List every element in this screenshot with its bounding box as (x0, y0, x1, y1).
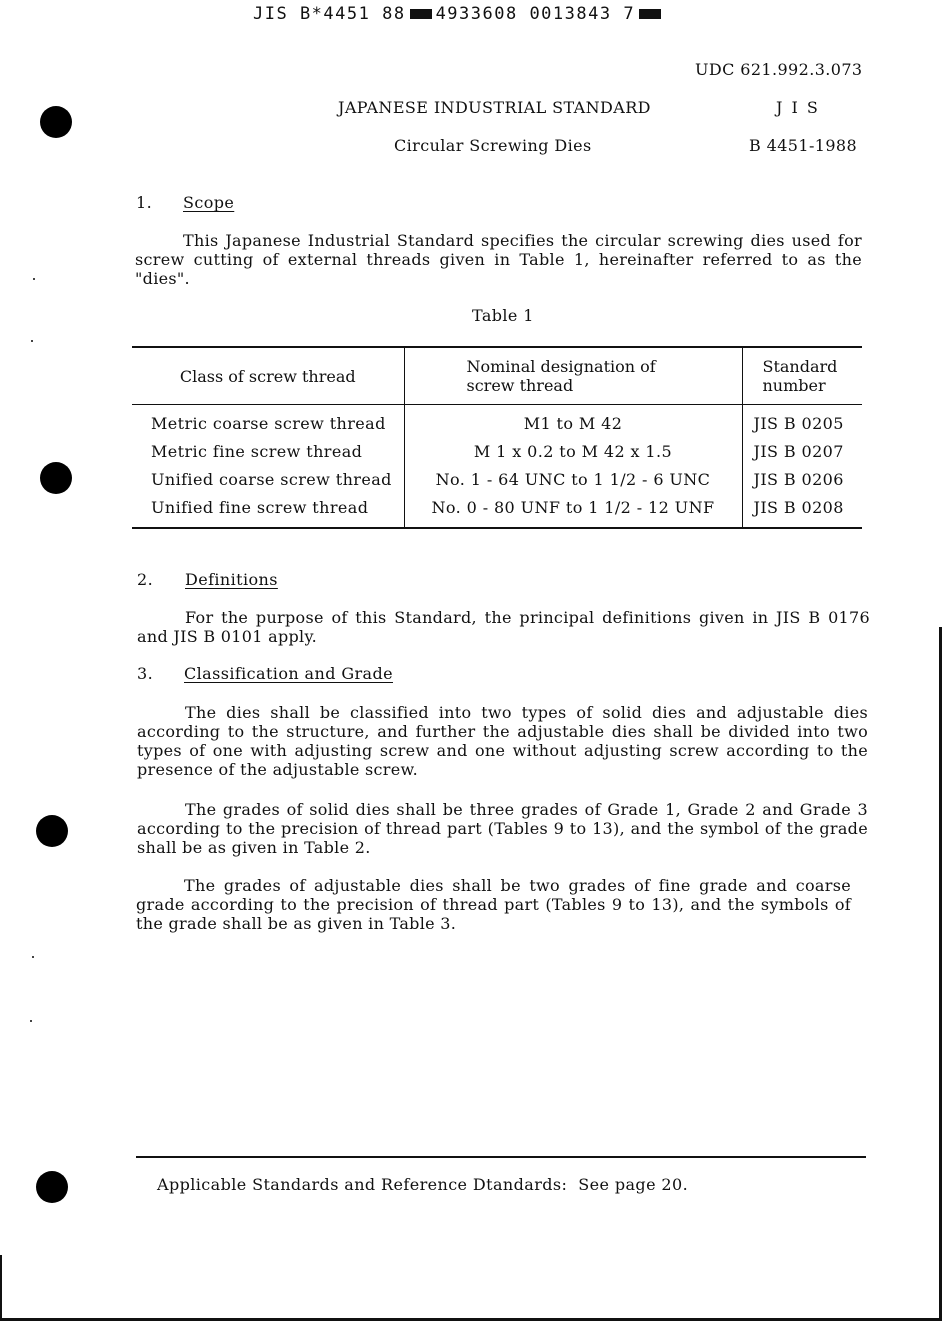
section-title: Classification and Grade (184, 664, 393, 683)
table-row (132, 405, 862, 438)
table-cell: JIS B 0206 (742, 466, 862, 494)
table-cell: No. 1 - 64 UNC to 1 1/2 - 6 UNC (404, 466, 742, 494)
table-cell: JIS B 0208 (742, 494, 862, 528)
table-header-text: Nominal designation of (466, 357, 656, 376)
table-row (132, 466, 862, 494)
section-title: Definitions (185, 570, 278, 589)
table-header-cell (404, 347, 742, 405)
scan-border-right (939, 627, 942, 1321)
table-cell: No. 0 - 80 UNF to 1 1/2 - 12 UNF (404, 494, 742, 528)
table-cell: M 1 x 0.2 to M 42 x 1.5 (404, 438, 742, 466)
scope-paragraph: This Japanese Industrial Standard specifies the circular screwing dies used for screw cutting of external threads given in Table 1, hereinafter referred to as the "dies". (135, 231, 862, 288)
footnote-ref: See page 20. (578, 1175, 689, 1194)
header-code-part1: JIS B*4451 88 (253, 4, 406, 24)
scan-speck (30, 1020, 32, 1022)
definitions-paragraph: For the purpose of this Standard, the principal definitions given in JIS B 0176 and JIS B 0101 apply. (137, 608, 870, 646)
table-header-cell (742, 347, 862, 405)
section-number: 1. (136, 193, 153, 212)
section-number: 2. (137, 570, 154, 589)
table-caption: Table 1 (472, 306, 534, 325)
scan-speck (32, 956, 34, 958)
barcode-block (639, 9, 661, 19)
udc-code: UDC 621.992.3.073 (695, 60, 863, 79)
table-cell: JIS B 0205 (742, 405, 862, 438)
punch-hole (40, 462, 72, 494)
standard-org: JAPANESE INDUSTRIAL STANDARD (338, 98, 651, 117)
jis-mark: J I S (776, 98, 820, 117)
barcode-block (410, 9, 432, 19)
table-header-cell (132, 347, 404, 405)
scan-border-left (0, 1255, 2, 1321)
table-header-row (132, 347, 862, 405)
table-header-text: Class of screw thread (179, 366, 356, 386)
table-cell: Metric fine screw thread (151, 442, 363, 461)
punch-hole (40, 106, 72, 138)
table-cell: Unified fine screw thread (132, 494, 404, 528)
punch-hole (36, 815, 68, 847)
doc-number: B 4451-1988 (749, 136, 858, 155)
table-cell: Metric coarse screw thread (151, 413, 386, 433)
classification-paragraph: The dies shall be classified into two types of solid dies and adjustable dies according to the structure, and further the adjustable dies shall be divided into two types of one with adjusting screw and one without adjusting screw according to the presence of the adjustable screw. (137, 703, 868, 779)
table-row (132, 438, 862, 466)
header-code (253, 4, 665, 24)
footnote-label: Applicable Standards and Reference Dtandards: (157, 1175, 568, 1194)
footnote (157, 1175, 688, 1194)
table-header-text: Standard (762, 357, 838, 376)
table-1 (132, 346, 862, 529)
header-code-part2: 4933608 0013843 7 (435, 4, 636, 24)
section-number: 3. (137, 664, 154, 683)
table-cell: JIS B 0207 (742, 438, 862, 466)
table-header-text: screw thread (466, 376, 574, 395)
scan-speck (33, 278, 35, 280)
table-cell: Unified coarse screw thread (151, 470, 392, 489)
table-cell: M1 to M 42 (404, 405, 742, 438)
solid-dies-grade-paragraph: The grades of solid dies shall be three grades of Grade 1, Grade 2 and Grade 3 according to the precision of thread part (Tables 9 to 13), and the symbol of the grade shall be as given in Table 2. (137, 800, 868, 857)
scan-border-bottom (0, 1318, 942, 1321)
table-header-text: number (762, 376, 826, 395)
scan-speck (31, 340, 33, 342)
section-title: Scope (183, 193, 235, 212)
adjustable-dies-grade-paragraph: The grades of adjustable dies shall be two grades of fine grade and coarse grade according to the precision of thread part (Tables 9 to 13), and the symbols of the grade shall be as given in Table 3. (136, 876, 851, 933)
footnote-rule (136, 1156, 866, 1158)
table-row (132, 494, 862, 528)
doc-title: Circular Screwing Dies (394, 136, 592, 155)
punch-hole (36, 1171, 68, 1203)
